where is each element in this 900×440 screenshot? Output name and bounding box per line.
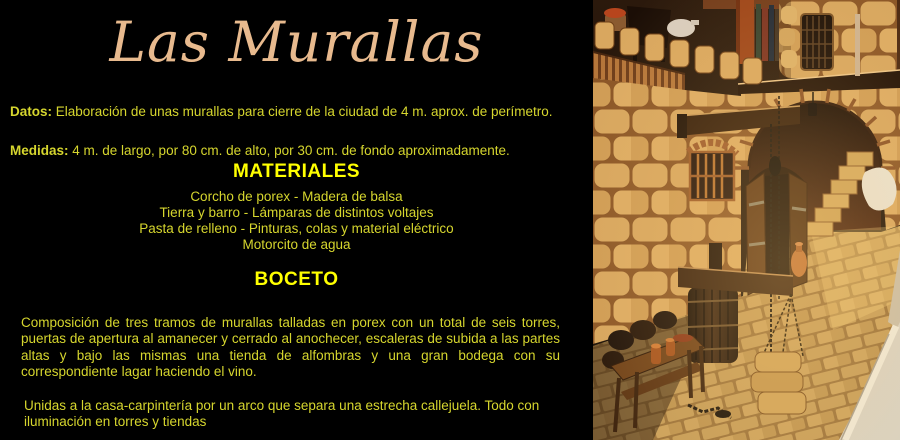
datos-line bbox=[10, 104, 587, 120]
material-item: Motorcito de agua bbox=[242, 237, 351, 252]
materiales-heading: MATERIALES bbox=[232, 161, 361, 182]
medidas-text: 4 m. de largo, por 80 cm. de alto, por 30 cm. de fondo aproximadamente. bbox=[68, 142, 510, 158]
datos-text: Elaboración de unas murallas para cierre de la ciudad de 4 m. aprox. de perímetro. bbox=[52, 103, 553, 119]
material-item: Tierra y barro - Lámparas de distintos voltajes bbox=[159, 205, 434, 220]
medidas-label: Medidas: bbox=[10, 142, 69, 158]
boceto-paragraph-1: Composición de tres tramos de murallas talladas en porex con un total de seis torres, puertas de apertura al amanecer y cerrado al anochecer, escaleras de subida a las partes altas y bajo las mismas una tienda de alfombras y una gran bodega con su correspondiente lagar haciendo el vino. bbox=[21, 314, 560, 380]
diorama-photo bbox=[593, 0, 900, 440]
boceto-heading: BOCETO bbox=[254, 269, 339, 290]
medidas-line bbox=[10, 143, 587, 159]
material-item: Pasta de relleno - Pinturas, colas y material eléctrico bbox=[139, 221, 454, 236]
page-title: Las Murallas bbox=[109, 10, 484, 74]
light-glow bbox=[593, 0, 900, 440]
datos-label: Datos: bbox=[10, 103, 53, 119]
boceto-paragraph-2: Unidas a la casa-carpintería por un arco que separa una estrecha callejuela. Todo con iluminación en torres y tiendas bbox=[24, 397, 540, 430]
material-item: Corcho de porex - Madera de balsa bbox=[190, 189, 403, 204]
materiales-list bbox=[0, 189, 593, 253]
